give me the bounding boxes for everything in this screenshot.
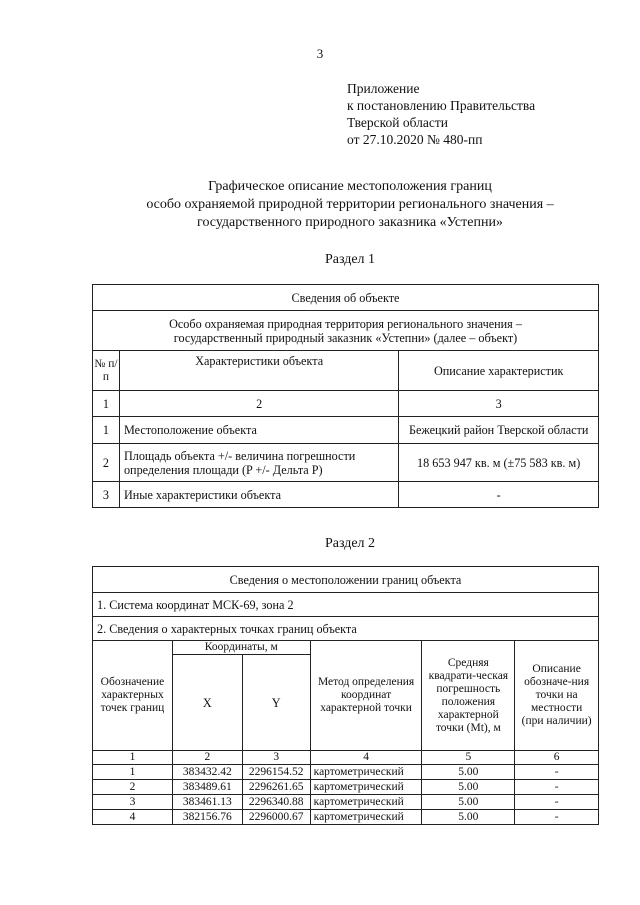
description: -: [399, 482, 599, 508]
point-id: 1: [93, 765, 173, 780]
table-row: [93, 482, 599, 508]
object-name: [93, 311, 599, 351]
description: Бежецкий район Тверской области: [399, 417, 599, 444]
point-description: -: [515, 795, 599, 810]
method: картометрический: [310, 810, 422, 825]
title-line: Графическое описание местоположения границ: [208, 179, 492, 194]
coord-y: 2296340.88: [242, 795, 310, 810]
column-header: Описание характеристик: [399, 351, 599, 391]
coord-y: 2296154.52: [242, 765, 310, 780]
coord-x: 383432.42: [172, 765, 242, 780]
column-index: 2: [119, 391, 398, 417]
column-header: Обозначение характерных точек границ: [93, 641, 173, 751]
coordinate-system: 1. Система координат МСК-69, зона 2: [93, 593, 599, 617]
title-line: государственного природного заказника «Устепни»: [197, 215, 503, 230]
column-index: 1: [93, 391, 120, 417]
characteristic: Площадь объекта +/- величина погрешности определения площади (P +/- Дельта P): [119, 444, 398, 482]
column-index: 1: [93, 751, 173, 765]
table-row: [93, 417, 599, 444]
column-index: 3: [399, 391, 599, 417]
column-header: Координаты, м: [172, 641, 310, 655]
column-index: 6: [515, 751, 599, 765]
points-title: 2. Сведения о характерных точках границ объекта: [93, 617, 599, 641]
characteristic: Местоположение объекта: [119, 417, 398, 444]
document-title: [0, 178, 640, 232]
error: 5.00: [422, 810, 515, 825]
column-header: № п/п: [93, 351, 120, 391]
approval-block: [347, 80, 535, 148]
table-row: [93, 795, 599, 810]
table-title: Сведения об объекте: [93, 285, 599, 311]
point-description: -: [515, 810, 599, 825]
row-number: 1: [93, 417, 120, 444]
page-number: 3: [316, 46, 324, 61]
column-header: Y: [242, 655, 310, 751]
section-2-heading: Раздел 2: [324, 536, 376, 551]
column-header: Характеристики объекта: [119, 351, 398, 391]
column-header: Метод определения координат характерной точки: [310, 641, 422, 751]
coord-y: 2296261.65: [242, 780, 310, 795]
column-index: 4: [310, 751, 422, 765]
section-1-heading: Раздел 1: [324, 252, 376, 267]
approval-line: к постановлению Правительства: [347, 98, 536, 113]
object-name-line: Особо охраняемая природная территория регионального значения –: [169, 316, 522, 331]
point-id: 2: [93, 780, 173, 795]
approval-line: Приложение: [347, 81, 420, 96]
object-info-table: [92, 284, 599, 508]
point-description: -: [515, 765, 599, 780]
column-header: X: [172, 655, 242, 751]
method: картометрический: [310, 765, 422, 780]
method: картометрический: [310, 795, 422, 810]
row-number: 2: [93, 444, 120, 482]
table-row: [93, 780, 599, 795]
table-title: Сведения о местоположении границ объекта: [93, 567, 599, 593]
approval-line: Тверской области: [347, 115, 448, 130]
title-line: особо охраняемой природной территории регионального значения –: [146, 197, 554, 212]
column-header: Описание обозначе-ния точки на местности (при наличии): [515, 641, 599, 751]
point-description: -: [515, 780, 599, 795]
column-index: 2: [172, 751, 242, 765]
point-id: 4: [93, 810, 173, 825]
object-name-line: государственный природный заказник «Устепни» (далее – объект): [173, 330, 518, 345]
characteristic: Иные характеристики объекта: [119, 482, 398, 508]
point-id: 3: [93, 795, 173, 810]
column-index: 5: [422, 751, 515, 765]
coord-x: 382156.76: [172, 810, 242, 825]
row-number: 3: [93, 482, 120, 508]
approval-line: от 27.10.2020 № 480-пп: [347, 132, 483, 147]
coord-x: 383489.61: [172, 780, 242, 795]
table-row: [93, 444, 599, 482]
error: 5.00: [422, 795, 515, 810]
coord-x: 383461.13: [172, 795, 242, 810]
boundary-points-table: [92, 566, 599, 825]
description: 18 653 947 кв. м (±75 583 кв. м): [399, 444, 599, 482]
column-header: Средняя квадрати-ческая погрешность положения характерной точки (Mt), м: [422, 641, 515, 751]
error: 5.00: [422, 765, 515, 780]
table-row: [93, 810, 599, 825]
coord-y: 2296000.67: [242, 810, 310, 825]
column-index: 3: [242, 751, 310, 765]
error: 5.00: [422, 780, 515, 795]
method: картометрический: [310, 780, 422, 795]
table-row: [93, 765, 599, 780]
